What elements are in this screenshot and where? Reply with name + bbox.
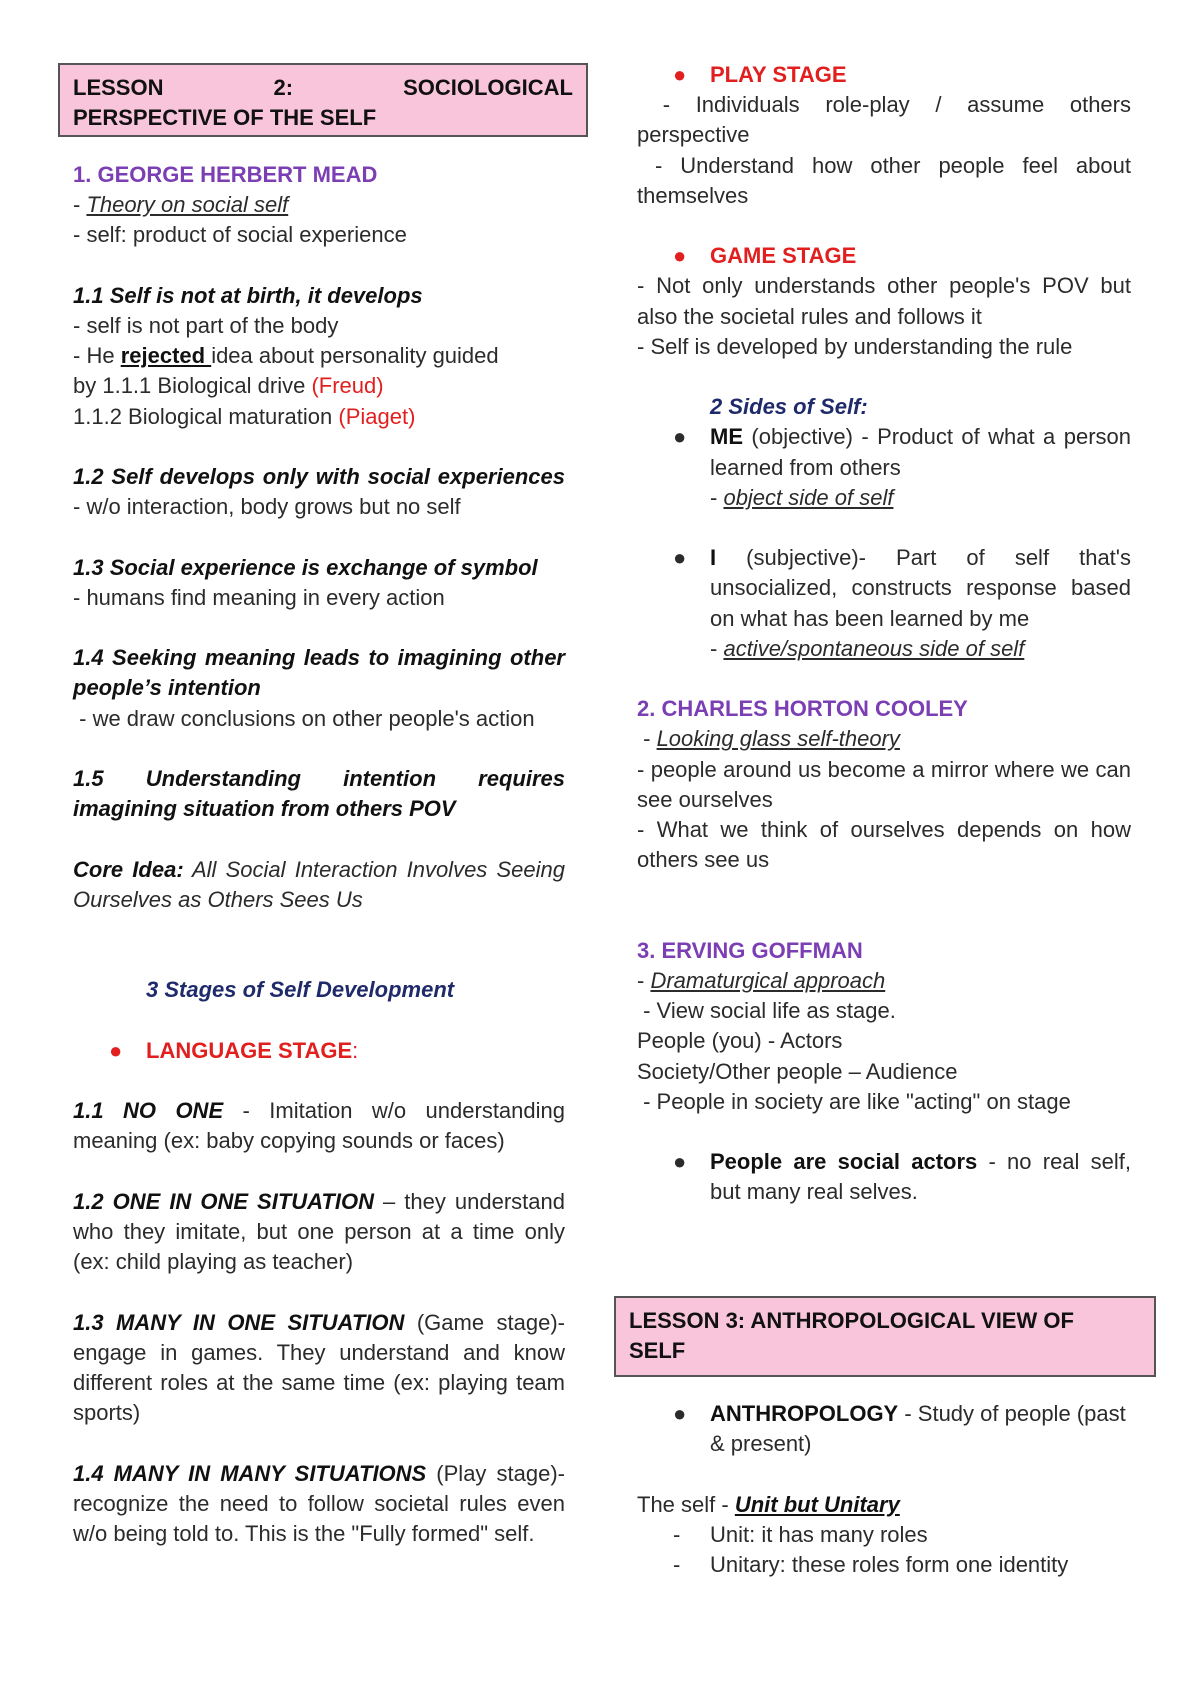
game-stage-line1: - Not only understands other people's POV but also the societal rules and follows it	[637, 273, 1131, 329]
dash-prefix: -	[710, 635, 724, 661]
stages-heading-row	[73, 975, 565, 1005]
play-stage-title: PLAY STAGE	[710, 62, 847, 87]
goffman-line1: - View social life as stage.	[637, 998, 896, 1024]
play-stage-line2: - Understand how other people feel about themselves	[637, 152, 1138, 208]
lesson2-title-word: LESSON	[73, 75, 164, 100]
goffman-approach-line	[637, 966, 1131, 996]
ls14-paragraph	[73, 1459, 565, 1550]
two-sides-heading-row	[637, 392, 1131, 422]
bullet-icon: ●	[673, 424, 687, 450]
me-label: ME	[710, 424, 743, 450]
s11-line3	[73, 371, 565, 401]
game-stage-row	[637, 241, 1131, 271]
ls11-paragraph	[73, 1096, 565, 1156]
s11-line2-pre: - He	[73, 343, 121, 369]
ls11-label: 1.1 NO ONE	[73, 1098, 224, 1124]
me-sub	[710, 483, 1131, 513]
dash-prefix: -	[637, 968, 651, 993]
cooley-line2: - What we think of ourselves depends on how others see us	[637, 817, 1131, 873]
mead-theory: Theory on social self	[86, 192, 289, 218]
s11-line2-post: idea about personality guided	[211, 343, 499, 369]
lesson2-title-box	[58, 63, 588, 137]
dash-marker: -	[673, 1521, 681, 1547]
s12-paragraph	[73, 462, 565, 522]
goffman-approach: Dramaturgical approach	[650, 968, 886, 993]
ls13-text: (Game stage)- engage in games. They understand and know different roles at the same time (ex: playing team sports)	[73, 1309, 565, 1426]
bullet-icon: ●	[673, 62, 687, 87]
cooley-line1: - people around us become a mirror where we can see ourselves	[637, 756, 1131, 812]
s11-line3-pre: by 1.1.1 Biological drive	[73, 373, 312, 399]
unit-text: Unit: it has many roles	[710, 1521, 928, 1547]
ls12-paragraph	[73, 1187, 565, 1278]
mead-theory-line	[73, 190, 565, 220]
ls13-label: 1.3 MANY IN ONE SITUATION	[73, 1309, 405, 1335]
unitary-item	[637, 1550, 1131, 1580]
self-pre: The self -	[637, 1491, 735, 1517]
lesson3-title-box	[614, 1296, 1156, 1377]
s12-title: 1.2 Self develops only with social experiences	[73, 464, 565, 489]
social-actors-text: - no real self, but many real selves.	[710, 1149, 1132, 1205]
right-column	[637, 60, 1138, 1208]
ls12-text: – they understand who they imitate, but one person at a time only (ex: child playing as teacher)	[73, 1188, 565, 1275]
lesson3-title-line1: LESSON 3: ANTHROPOLOGICAL VIEW OF	[629, 1308, 1074, 1333]
anthropology-label: ANTHROPOLOGY	[710, 1401, 899, 1426]
s11-line1: - self is not part of the body	[73, 313, 339, 338]
unit-but-unitary: Unit but Unitary	[734, 1491, 900, 1517]
anthropology-item	[637, 1399, 1131, 1459]
goffman-heading: 3. ERVING GOFFMAN	[637, 937, 863, 963]
language-stage-colon: :	[352, 1037, 359, 1063]
mead-heading: 1. GEORGE HERBERT MEAD	[73, 162, 378, 187]
cooley-theory: Looking glass self-theory	[656, 726, 900, 752]
bullet-icon: ●	[673, 243, 687, 269]
lesson2-title-word: 2:	[273, 75, 294, 100]
bullet-icon: ●	[673, 545, 687, 571]
ls11-text: - Imitation w/o understanding meaning (ex: baby copying sounds or faces)	[73, 1098, 565, 1154]
ls12-label: 1.2 ONE IN ONE SITUATION	[73, 1188, 374, 1214]
bullet-icon: ●	[109, 1037, 123, 1063]
dash-prefix: -	[637, 726, 657, 752]
anthropology-text: - Study of people (past & present)	[710, 1401, 1126, 1457]
ls14-text: (Play stage)- recognize the need to follow societal rules even w/o being told to. This is the "Fully formed" self.	[73, 1460, 565, 1546]
social-actors-label: People are social actors	[710, 1149, 978, 1175]
s14-title: 1.4 Seeking meaning leads to imagining other people’s intention	[73, 645, 565, 701]
bullet-icon: ●	[673, 1149, 687, 1175]
s11-rejected: rejected	[120, 343, 212, 369]
lesson2-title-word: SOCIOLOGICAL	[403, 75, 573, 100]
bullet-icon: ●	[673, 1401, 687, 1426]
stages-heading: 3 Stages of Self Development	[146, 977, 455, 1003]
mead-self-product: - self: product of social experience	[73, 222, 407, 248]
core-idea-text: All Social Interaction Involves Seeing Ourselves as Others Sees Us	[73, 856, 565, 912]
ls13-paragraph	[73, 1308, 565, 1429]
s13-line: - humans find meaning in every action	[73, 584, 445, 610]
i-item	[637, 543, 1131, 664]
social-actors-item	[637, 1147, 1131, 1207]
lesson2-title-line2: PERSPECTIVE OF THE SELF	[73, 105, 377, 130]
play-stage-row	[637, 60, 1131, 90]
lesson2-title-line1	[73, 73, 573, 103]
cooley-heading: 2. CHARLES HORTON COOLEY	[637, 696, 968, 722]
core-idea-label: Core Idea:	[73, 856, 184, 882]
s14-line: - we draw conclusions on other people's action	[73, 705, 535, 731]
unit-item	[637, 1520, 1131, 1550]
me-text: (objective) - Product of what a person learned from others	[710, 424, 1131, 480]
goffman-line4: - People in society are like "acting" on stage	[637, 1088, 1071, 1114]
goffman-line2: People (you) - Actors	[637, 1028, 843, 1054]
s11-line4-pre: 1.1.2 Biological maturation	[73, 403, 339, 429]
goffman-line3: Society/Other people – Audience	[637, 1058, 958, 1084]
s11-line4	[73, 402, 565, 432]
play-stage-line1: - Individuals role-play / assume others perspective	[637, 92, 1138, 148]
lesson3-content	[637, 1399, 1131, 1580]
lesson3-title-line2: SELF	[629, 1338, 686, 1363]
left-column	[73, 160, 565, 1549]
s11-line2	[73, 341, 565, 371]
game-stage-title: GAME STAGE	[710, 243, 857, 269]
freud-ref: (Freud)	[311, 373, 384, 399]
s13-title: 1.3 Social experience is exchange of symbol	[73, 554, 538, 580]
s11-title: 1.1 Self is not at birth, it develops	[73, 282, 423, 308]
i-sub	[710, 634, 1131, 664]
language-stage-row	[73, 1036, 565, 1066]
dash-marker: -	[673, 1552, 681, 1577]
s15-title: 1.5 Understanding intention requires imagining situation from others POV	[73, 765, 565, 822]
i-sub-text: active/spontaneous side of self	[723, 635, 1025, 661]
core-idea	[73, 855, 565, 915]
me-item	[637, 422, 1131, 513]
i-label: I	[710, 545, 717, 571]
game-stage-line2: - Self is developed by understanding the rule	[637, 333, 1073, 359]
dash-prefix: -	[710, 484, 724, 510]
piaget-ref: (Piaget)	[338, 403, 416, 429]
i-text: (subjective)- Part of self that's unsocialized, constructs response based on what has been learned by me	[710, 545, 1131, 631]
language-stage-title: LANGUAGE STAGE	[146, 1037, 353, 1063]
unitary-text: Unitary: these roles form one identity	[710, 1552, 1069, 1577]
two-sides-heading: 2 Sides of Self:	[710, 394, 868, 420]
s12-text: - w/o interaction, body grows but no self	[73, 494, 461, 520]
ls14-label: 1.4 MANY IN MANY SITUATIONS	[73, 1460, 427, 1486]
cooley-theory-line	[637, 724, 1131, 754]
dash-prefix: -	[73, 192, 87, 218]
me-sub-text: object side of self	[723, 484, 894, 510]
self-line	[637, 1490, 1131, 1520]
